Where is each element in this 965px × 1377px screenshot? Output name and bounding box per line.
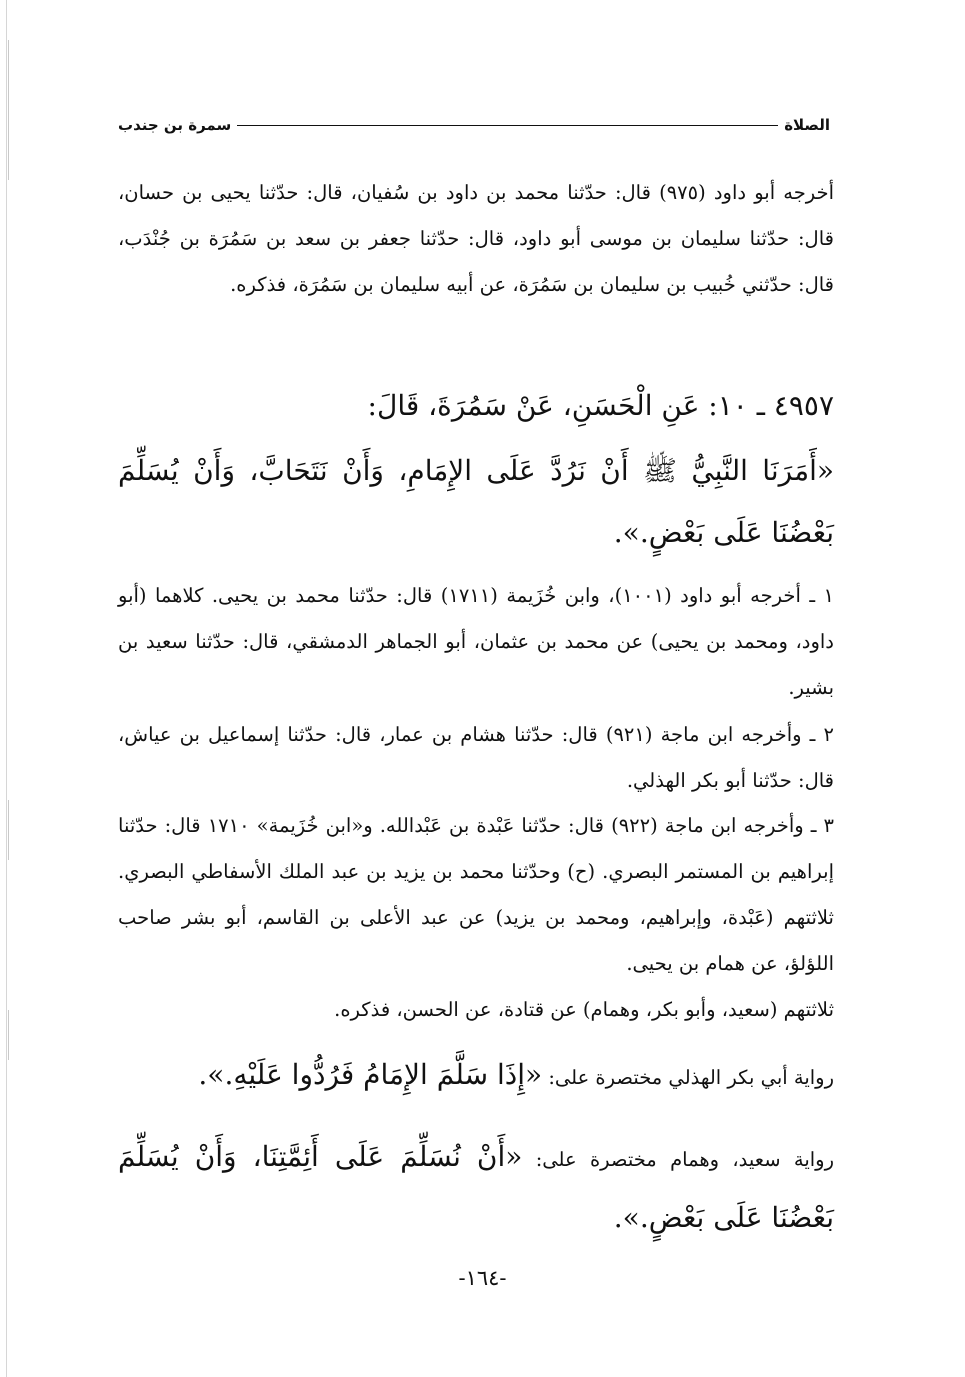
variant-intro: رواية سعيد، وهمام مختصرة على: — [522, 1148, 834, 1171]
hadith-text-block — [118, 440, 834, 564]
note-block-2 — [118, 712, 834, 804]
hadith-heading-block — [118, 375, 834, 437]
variant-1-block — [118, 1052, 834, 1101]
hadith-text: «أَمَرَنَا النَّبِيُّ ﷺ أَنْ نَرُدَّ عَلَى الإِمَامِ، وَأَنْ نَتَحَابَّ، وَأَنْ يُسَلِّمَ بَعْضُنَا عَلَى بَعْضٍ.». — [118, 454, 834, 549]
takhrij-intro: أخرجه أبو داود (٩٧٥) قال: حدّثنا محمد بن داود بن سُفيان، قال: حدّثنا يحيى بن حسان، قال: حدّثنا سليمان بن موسى أبو داود، قال: حدّثنا جعفر بن سعد بن سَمُرَة بن جُنْدَب، قال: حدّثني خُبيب بن سليمان بن سَمُرَة، عن أبيه سليمان بن سَمُرَة، فذكره. — [118, 181, 834, 296]
variant-quote: «أَنْ نُسَلِّمَ عَلَى أَئِمَّتِنَا، وَأَنْ يُسَلِّمَ بَعْضُنَا عَلَى بَعْضٍ.». — [118, 1140, 834, 1234]
scan-margin-mark — [8, 1010, 9, 1060]
page-number: -١٦٤- — [458, 1266, 507, 1290]
variant-intro: رواية أبي بكر الهذلي مختصرة على: — [542, 1066, 834, 1089]
running-head — [118, 112, 830, 138]
header-rule — [237, 125, 778, 126]
takhrij-intro-block — [118, 170, 834, 308]
variant-narration — [118, 1128, 834, 1250]
note-block-3 — [118, 803, 834, 987]
takhrij-note: ثلاثتهم (سعيد، وأبو بكر، وهمام) عن قتادة، عن الحسن، فذكره. — [334, 998, 834, 1021]
variant-quote: «إِذَا سَلَّمَ الإِمَامُ فَرُدُّوا عَلَيْهِ.». — [198, 1058, 543, 1091]
scan-margin-mark — [8, 800, 9, 860]
chapter-title: الصلاة — [784, 116, 830, 134]
note-block-4 — [118, 987, 834, 1033]
takhrij-note: ٢ ـ وأخرجه ابن ماجة (٩٢١) قال: حدّثنا هشام بن عمار، قال: حدّثنا إسماعيل بن عياش، قال: حدّثنا أبو بكر الهذلي. — [118, 723, 834, 792]
hadith-heading: ٤٩٥٧ ـ ١٠: عَنِ الْحَسَنِ، عَنْ سَمُرَةَ، قَالَ: — [367, 389, 834, 422]
variant-narration — [118, 1052, 834, 1101]
takhrij-note: ٣ ـ وأخرجه ابن ماجة (٩٢٢) قال: حدّثنا عَبْدة بن عَبْدالله. و«ابن خُزَيمة» ١٧١٠ قال: حدّثنا إبراهيم بن المستمر البصري. (ح) وحدّثنا محمد بن يزيد بن عبد الملك الأسفاطي البصري. ثلاثتهم (عَبْدة، وإبراهيم، ومحمد بن يزيد) عن عبد الأعلى بن القاسم، أبو بشر صاحب اللؤلؤ، عن همام بن يحيى. — [118, 814, 834, 975]
takhrij-note: ١ ـ أخرجه أبو داود (١٠٠١)، وابن خُزَيمة (١٧١١) قال: حدّثنا محمد بن يحيى. كلاهما (أبو داود، ومحمد بن يحيى) عن محمد بن عثمان، أبو الجماهر الدمشقي، قال: حدّثنا سعيد بن بشير. — [118, 584, 834, 699]
variant-2-block — [118, 1128, 834, 1250]
narrator-title: سمرة بن جندب — [118, 116, 232, 134]
scan-margin-mark — [8, 40, 9, 180]
note-block-1 — [118, 573, 834, 711]
scan-edge-line — [6, 0, 7, 1377]
